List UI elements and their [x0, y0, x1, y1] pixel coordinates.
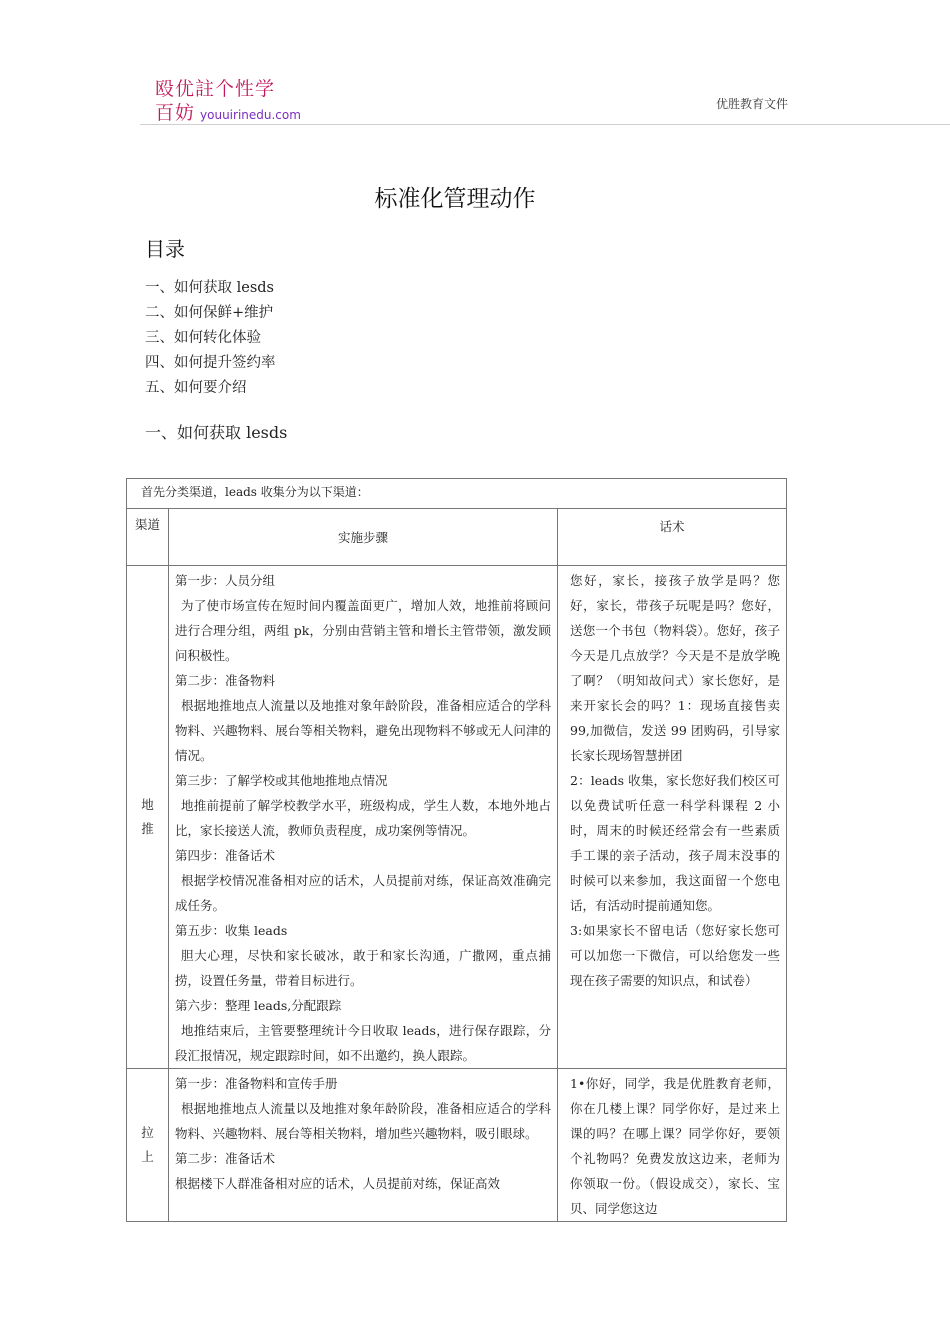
document-title: 标准化管理动作 — [374, 186, 536, 212]
toc-item[interactable]: 二、如何保鲜+维护 — [145, 305, 274, 321]
steps-cell — [169, 1069, 558, 1222]
leads-channel-table — [126, 478, 787, 1222]
table-intro-row — [127, 479, 787, 509]
table-row — [127, 1069, 787, 1222]
logo-url: youuirinedu.com — [200, 108, 301, 122]
header-channel: 渠道 — [127, 509, 169, 566]
header-doc-label: 优胜教育文件 — [716, 97, 789, 111]
logo-text-line1: 殴优註个性学 — [155, 78, 276, 100]
toc-item[interactable]: 三、如何转化体验 — [145, 330, 261, 346]
step-detail: 地推结束后，主管要整理统计今日收取 leads，进行保存跟踪，分段汇报情况，规定跟踪时间，如不出邀约，换人跟踪。 — [175, 1023, 551, 1063]
header-steps: 实施步骤 — [169, 509, 558, 566]
channel-label: 拉上 — [141, 1125, 154, 1164]
step-detail: 胆大心理，尽快和家长破冰，敢于和家长沟通，广撒网，重点捕捞，设置任务量，带着目标进行。 — [175, 948, 551, 988]
step-title: 第一步：人员分组 — [175, 573, 276, 588]
toc-heading: 目录 — [145, 237, 185, 261]
step-title: 第五步：收集 leads — [175, 923, 288, 938]
step-title: 第四步：准备话术 — [175, 848, 276, 863]
step-detail: 地推前提前了解学校教学水平，班级构成，学生人数，本地外地占比，家长接送人流，教师负责程度，成功案例等情况。 — [175, 798, 551, 838]
table-row — [127, 566, 787, 1069]
step-title: 第二步：准备话术 — [175, 1151, 276, 1166]
channel-cell — [127, 566, 169, 1069]
step-detail: 为了使市场宣传在短时间内覆盖面更广，增加人效，地推前将顾问进行合理分组，两组 pk，分别由营销主管和增长主管带领，激发顾问积极性。 — [175, 598, 551, 663]
step-title: 第二步：准备物料 — [175, 673, 276, 688]
step-detail: 根据地推地点人流量以及地推对象年龄阶段，准备相应适合的学科物料、兴趣物料、展台等相关物料，增加些兴趣物料，吸引眼球。 — [175, 1101, 551, 1141]
step-detail: 根据楼下人群准备相对应的话术，人员提前对练，保证高效 — [175, 1176, 501, 1191]
script-text: 您好，家长，接孩子放学是吗？您好，家长，带孩子玩呢是吗？您好，送您一个书包（物料袋）。您好，孩子今天是几点放学？今天是不是放学晚了啊？（明知故问式）家长您好，是来开家长会的吗？1：现场直接售卖 99,加微信，发送 99 团购码，引导家长家长现场智慧拼团 2：leads 收集，家长您好我们校区可以免费试听任意一科学科课程 2 小时，周末的时候还经常会有一些素质手工课的亲子活动，孩子周末没事的时候可以来参加，我这面留一个您电话，有活动时提前通知您。 3:如果家长不留电话（您好家长您可可以加您一下微信，可以给您发一些现在孩子需要的知识点，和试卷） — [570, 573, 781, 988]
header-divider — [140, 124, 950, 125]
step-detail: 根据学校情况准备相对应的话术，人员提前对练，保证高效准确完成任务。 — [175, 873, 551, 913]
logo-text-cn: 百妨 — [155, 102, 196, 124]
step-title: 第一步：准备物料和宣传手册 — [175, 1076, 338, 1091]
logo — [155, 78, 301, 126]
table-header-row — [127, 509, 787, 566]
table-intro: 首先分类渠道，leads 收集分为以下渠道： — [127, 479, 787, 509]
channel-label: 地推 — [141, 797, 154, 836]
toc-item[interactable]: 五、如何要介绍 — [145, 380, 247, 396]
steps-cell — [169, 566, 558, 1069]
step-title: 第三步：了解学校或其他地推地点情况 — [175, 773, 388, 788]
toc-item[interactable]: 四、如何提升签约率 — [145, 355, 276, 371]
section-heading: 一、如何获取 lesds — [145, 423, 288, 442]
header-script: 话术 — [558, 509, 787, 566]
step-title: 第六步：整理 leads,分配跟踪 — [175, 998, 342, 1013]
script-cell — [558, 1069, 787, 1222]
table-of-contents — [145, 276, 276, 401]
step-detail: 根据地推地点人流量以及地推对象年龄阶段，准备相应适合的学科物料、兴趣物料、展台等相关物料，避免出现物料不够或无人问津的情况。 — [175, 698, 551, 763]
logo-text-line2 — [155, 102, 301, 126]
toc-item[interactable]: 一、如何获取 lesds — [145, 280, 274, 296]
script-text: 1•你好，同学，我是优胜教育老师，你在几楼上课？同学你好，是过来上课的吗？在哪上课？同学你好，要领个礼物吗？免费发放这边来，老师为你领取一份。（假设成交），家长、宝贝、同学您这边 — [570, 1076, 781, 1216]
script-cell — [558, 566, 787, 1069]
channel-cell — [127, 1069, 169, 1222]
